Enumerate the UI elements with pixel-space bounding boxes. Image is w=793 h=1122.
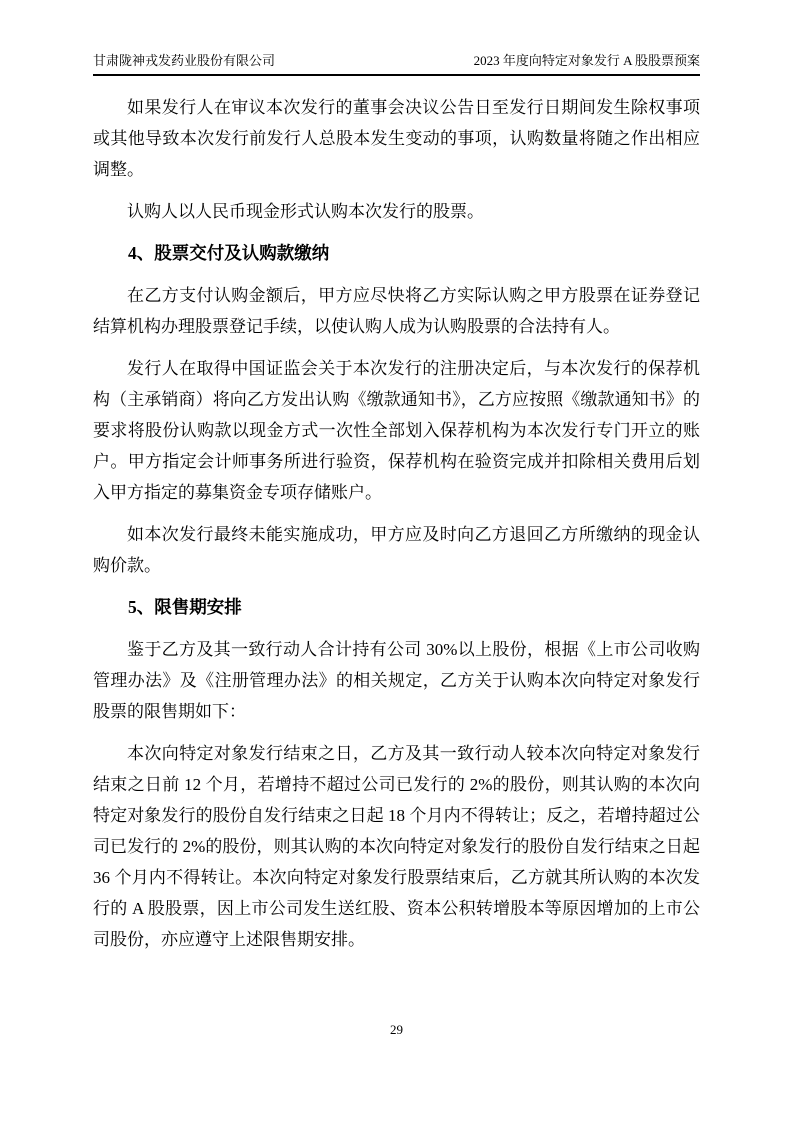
page-footer (0, 1021, 793, 1038)
paragraph-cash-subscription: 认购人以人民币现金形式认购本次发行的股票。 (127, 202, 484, 221)
page-header (93, 52, 700, 76)
paragraph-share-registration: 在乙方支付认购金额后，甲方应尽快将乙方实际认购之甲方股票在证券登记结算机构办理股票登记手续，以使认购人成为认购股票的合法持有人。 (93, 286, 700, 336)
paragraph-adjustment-clause: 如果发行人在审议本次发行的董事会决议公告日至发行日期间发生除权事项或其他导致本次发行前发行人总股本发生变动的事项，认购数量将随之作出相应调整。 (93, 98, 700, 179)
page-number: 29 (390, 1022, 403, 1037)
paragraph-payment-notice: 发行人在取得中国证监会关于本次发行的注册决定后，与本次发行的保荐机构（主承销商）将向乙方发出认购《缴款通知书》，乙方应按照《缴款通知书》的要求将股份认购款以现金方式一次性全部划入保荐机构为本次发行专门开立的账户。甲方指定会计师事务所进行验资，保荐机构在验资完成并扣除相关费用后划入甲方指定的募集资金专项存储账户。 (93, 359, 700, 502)
paragraph-lockup-basis: 鉴于乙方及其一致行动人合计持有公司 30%以上股份，根据《上市公司收购管理办法》及《注册管理办法》的相关规定，乙方关于认购本次向特定对象发行股票的限售期如下： (93, 640, 700, 721)
document-body (93, 92, 700, 966)
paragraph-lockup-terms: 本次向特定对象发行结束之日，乙方及其一致行动人较本次向特定对象发行结束之日前 12 个月，若增持不超过公司已发行的 2%的股份，则其认购的本次向特定对象发行的股份自发行结束之日起 18 个月内不得转让；反之，若增持超过公司已发行的 2%的股份，则其认购的本次向特定对象发行的股份自发行结束之日起 36 个月内不得转让。本次向特定对象发行股票结束后，乙方就其所认购的本次发行的 A 股股票，因上市公司发生送红股、资本公积转增股本等原因增加的上市公司股份，亦应遵守上述限售期安排。 (93, 744, 700, 949)
header-company-name: 甘肃陇神戎发药业股份有限公司 (93, 53, 276, 68)
section-heading-5-lockup-arrangement: 5、限售期安排 (128, 597, 242, 617)
section-heading-4-share-delivery: 4、股票交付及认购款缴纳 (128, 243, 330, 263)
header-document-title: 2023 年度向特定对象发行 A 股股票预案 (473, 53, 700, 68)
paragraph-refund-clause: 如本次发行最终未能实施成功，甲方应及时向乙方退回乙方所缴纳的现金认购价款。 (93, 525, 700, 575)
